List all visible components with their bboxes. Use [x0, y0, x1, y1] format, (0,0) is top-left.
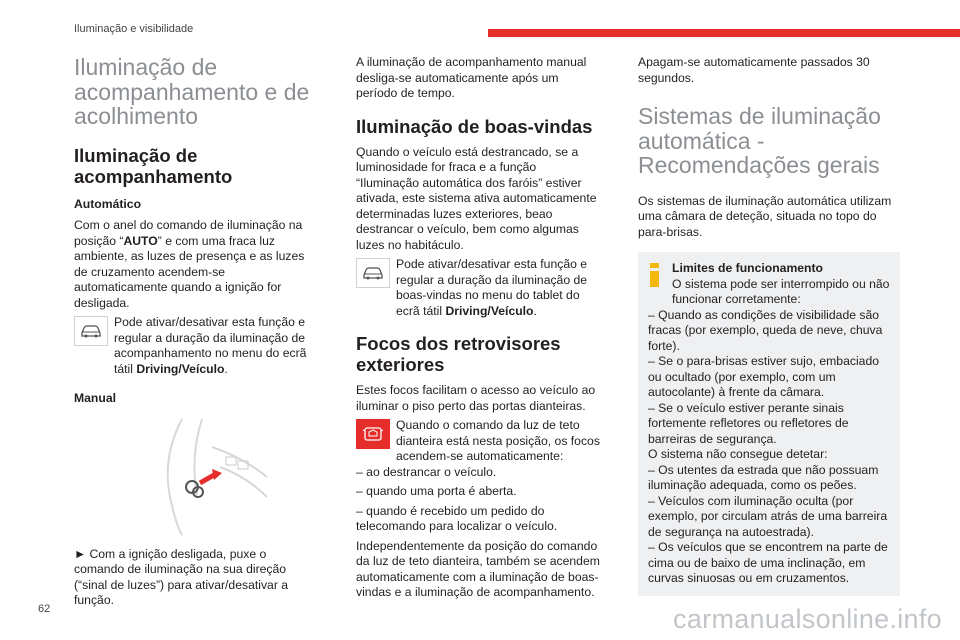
ceiling-light-note — [356, 418, 601, 465]
section-header: Iluminação e visibilidade — [74, 23, 194, 35]
paragraph-focos-end: Independentemente da posição do comando da luz de teto dianteira, também se acendem automaticamente com a iluminação de boas-vindas e a iluminação de acompanhamento. — [356, 538, 600, 599]
car-screen-icon — [74, 316, 108, 346]
info-line: – Os utentes da estrada que não possuam iluminação adequada, como os peões. — [648, 462, 879, 492]
text-span: ” e com uma fraca luz ambiente, as luzes de presença e as luzes de cruzamento acendem-se automaticamente quando a ignição for desligada. — [74, 233, 305, 310]
text-span: . — [533, 303, 537, 318]
info-box — [638, 252, 900, 596]
heading-boas-vindas: Iluminação de boas-vindas — [356, 115, 593, 137]
list-item: – quando é recebido um pedido do telecomando para localizar o veículo. — [356, 503, 558, 533]
column-right — [638, 55, 900, 596]
info-line: – Os veículos que se encontrem na parte de cima ou de baixo de uma inclinação, em curvas sinuosas ou em cruzamentos. — [648, 540, 888, 585]
section-title: Iluminação de acompanhamento e de acolhimento — [74, 54, 310, 129]
text-span: Com o anel do comando de iluminação na posição “ — [74, 218, 303, 248]
paragraph-boas-vindas: Quando o veículo está destrancado, se a luminosidade for fraca e a função “Iluminação automática dos faróis” estiver ativada, este sistema ativa automaticamente determinadas luzes exteriores, beao destrancar o veículo, bem como algumas luzes no habitáculo. — [356, 144, 597, 252]
list-item: – ao destrancar o veículo. — [356, 464, 497, 479]
touchscreen-note-2 — [356, 257, 601, 319]
touchscreen-note — [74, 315, 319, 377]
page-number: 62 — [38, 603, 51, 615]
heading-manual: Manual — [74, 391, 116, 405]
text-span: Pode ativar/desativar esta função e regular a duração da iluminação de acompanhamento no menu do ecrã tátil — [114, 315, 307, 376]
car-screen-icon — [356, 258, 390, 288]
heading-automatico: Automático — [74, 196, 142, 211]
header-accent-bar — [488, 29, 960, 37]
menu-path: Driving/Veículo — [445, 303, 534, 318]
info-line: O sistema pode ser interrompido ou não funcionar corretamente: — [672, 276, 890, 306]
info-line: – Se o para-brisas estiver sujo, embaciado ou ocultado (por exemplo, com um autocolante) à frente da câmara. — [648, 354, 880, 399]
menu-path: Driving/Veículo — [136, 361, 225, 376]
info-line: – Se o veículo estiver perante sinais fortemente refletores ou refletores de barreiras de segurança. — [648, 400, 849, 446]
heading-focos: Focos dos retrovisores exteriores — [356, 333, 561, 375]
column-middle — [356, 55, 601, 605]
paragraph-focos: Estes focos facilitam o acesso ao veículo ao iluminar o piso perto das portas dianteiras. — [356, 383, 596, 413]
heading-acompanhamento: Iluminação de acompanhamento — [74, 144, 233, 187]
list-item: – quando uma porta é aberta. — [356, 484, 517, 498]
text-span: Quando o comando da luz de teto dianteira está nesta posição, os focos acendem-se automaticamente: — [396, 418, 600, 463]
info-icon — [650, 263, 659, 287]
info-line: – Quando as condições de visibilidade são fracas (por exemplo, queda de neve, chuva forte). — [648, 307, 883, 353]
text-span: Pode ativar/desativar esta função e regular a duração da iluminação de boas-vindas no menu do tablet do ecrã tátil — [396, 257, 588, 318]
info-line: O sistema não consegue detetar: — [648, 447, 828, 461]
info-line: – Veículos com iluminação oculta (por exemplo, por circulam atrás de uma barreira de segurança na autoestrada). — [648, 493, 888, 539]
paragraph-manual: ► Com a ignição desligada, puxe o comando de iluminação na sua direção (“sinal de luzes”) para ativar/desativar a função. — [74, 546, 289, 607]
paragraph-apagam: Apagam-se automaticamente passados 30 segundos. — [638, 55, 870, 85]
text-span: . — [224, 361, 228, 376]
bold-auto: AUTO — [123, 233, 158, 248]
ceiling-light-icon — [356, 419, 390, 449]
paragraph-manual-off: A iluminação de acompanhamento manual desliga-se automaticamente após um período de tempo. — [356, 55, 587, 100]
info-title: Limites de funcionamento — [672, 261, 824, 275]
column-left — [74, 55, 319, 613]
paragraph-sistemas: Os sistemas de iluminação automática utilizam uma câmara de deteção, situada no topo do para-brisas. — [638, 193, 892, 239]
stalk-illustration — [142, 417, 272, 537]
watermark: carmanualsonline.info — [673, 604, 942, 634]
section-title-2: Sistemas de iluminação automática - Recomendações gerais — [638, 103, 881, 178]
paragraph-automatico — [74, 218, 319, 311]
